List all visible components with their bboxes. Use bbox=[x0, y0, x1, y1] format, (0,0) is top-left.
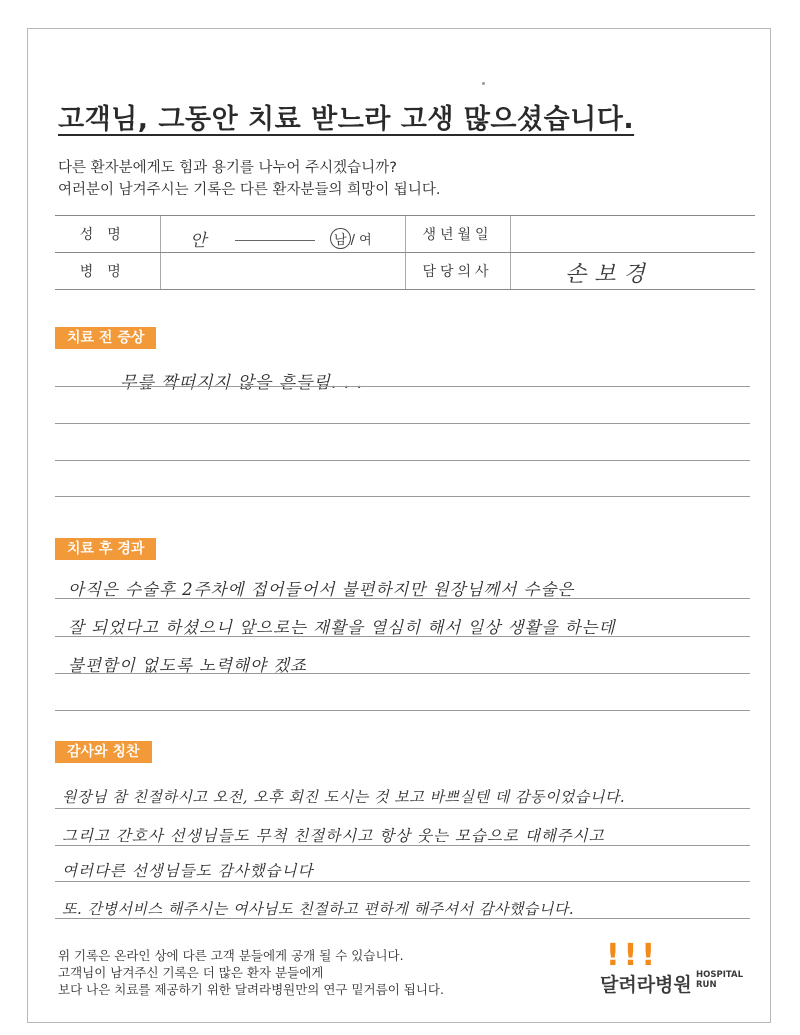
thanks-line-2: 그리고 간호사 선생님들도 무척 친절하시고 항상 웃는 모습으로 대해주시고 bbox=[62, 827, 605, 845]
intro-line-1: 다른 환자분에게도 힘과 용기를 나누어 주시겠습니까? bbox=[58, 160, 397, 176]
ruled-line bbox=[55, 710, 750, 711]
birth-label: 생년월일 bbox=[405, 216, 510, 253]
ruled-line bbox=[55, 673, 750, 674]
hospital-logo bbox=[600, 938, 750, 998]
thanks-line-4: 또. 간병서비스 해주시는 여사님도 친절하고 편하게 해주셔서 감사했습니다. bbox=[62, 900, 575, 918]
ruled-line bbox=[55, 881, 750, 882]
ruled-line bbox=[55, 636, 750, 637]
logo-exclamation-marks: !!! bbox=[606, 938, 660, 973]
doctor-handwritten: 손보경 bbox=[565, 262, 653, 287]
birth-value[interactable] bbox=[510, 216, 755, 253]
logo-sub-line-1: HOSPITAL bbox=[696, 970, 743, 980]
disease-label: 병명 bbox=[55, 253, 160, 290]
doctor-label: 담당의사 bbox=[405, 253, 510, 290]
footer-line-2: 고객님이 남겨주신 기록은 더 많은 환자 분들에게 bbox=[58, 965, 324, 980]
logo-name: 달려라병원 bbox=[600, 974, 692, 996]
ruled-line bbox=[55, 496, 750, 497]
ruled-line bbox=[55, 598, 750, 599]
logo-subtitle bbox=[696, 970, 743, 990]
ruled-line bbox=[55, 918, 750, 919]
scan-speck bbox=[482, 82, 485, 85]
after-result-badge: 치료 후 경과 bbox=[55, 538, 156, 560]
name-label: 성명 bbox=[55, 216, 160, 253]
footer-line-1: 위 기록은 온라인 상에 다른 고객 분들에게 공개 될 수 있습니다. bbox=[58, 948, 404, 963]
before-symptoms-badge: 치료 전 증상 bbox=[55, 327, 156, 349]
name-redaction-dash bbox=[235, 240, 315, 241]
ruled-line bbox=[55, 845, 750, 846]
disease-value[interactable] bbox=[160, 253, 405, 290]
after-line-3: 불편함이 없도록 노력해야 겠죠 bbox=[68, 656, 307, 675]
ruled-line bbox=[55, 423, 750, 424]
gender-female: 여 bbox=[359, 233, 372, 248]
ruled-line bbox=[55, 460, 750, 461]
ruled-line bbox=[55, 386, 750, 387]
name-handwritten: 안 bbox=[190, 231, 207, 251]
page-title: 고객님, 그동안 치료 받느라 고생 많으셨습니다. bbox=[58, 104, 635, 135]
intro-line-2: 여러분이 남겨주시는 기록은 다른 환자분들의 희망이 됩니다. bbox=[58, 182, 441, 198]
gender-separator: / bbox=[350, 233, 355, 248]
thanks-line-1: 원장님 참 친절하시고 오전, 오후 회진 도시는 것 보고 바쁘실텐 데 감동이었습니다. bbox=[62, 788, 626, 806]
logo-sub-line-2: RUN bbox=[696, 980, 717, 990]
gender-male-circled: 남 bbox=[330, 228, 351, 249]
footer-line-3: 보다 나은 치료를 제공하기 위한 달려라병원만의 연구 밑거름이 됩니다. bbox=[58, 982, 444, 997]
gender-choice bbox=[330, 228, 372, 249]
before-line-1: 무릎 짝떠지지 않을 흔들림. . . bbox=[120, 373, 363, 393]
thanks-line-3: 여러다른 선생님들도 감사했습니다 bbox=[62, 862, 314, 880]
after-line-2: 잘 되었다고 하셨으니 앞으로는 재활을 열심히 해서 일상 생활을 하는데 bbox=[68, 618, 616, 637]
ruled-line bbox=[55, 808, 750, 809]
thanks-praise-badge: 감사와 칭찬 bbox=[55, 741, 152, 763]
after-line-1: 아직은 수술후 2주차에 접어들어서 불편하지만 원장님께서 수술은 bbox=[68, 580, 575, 599]
